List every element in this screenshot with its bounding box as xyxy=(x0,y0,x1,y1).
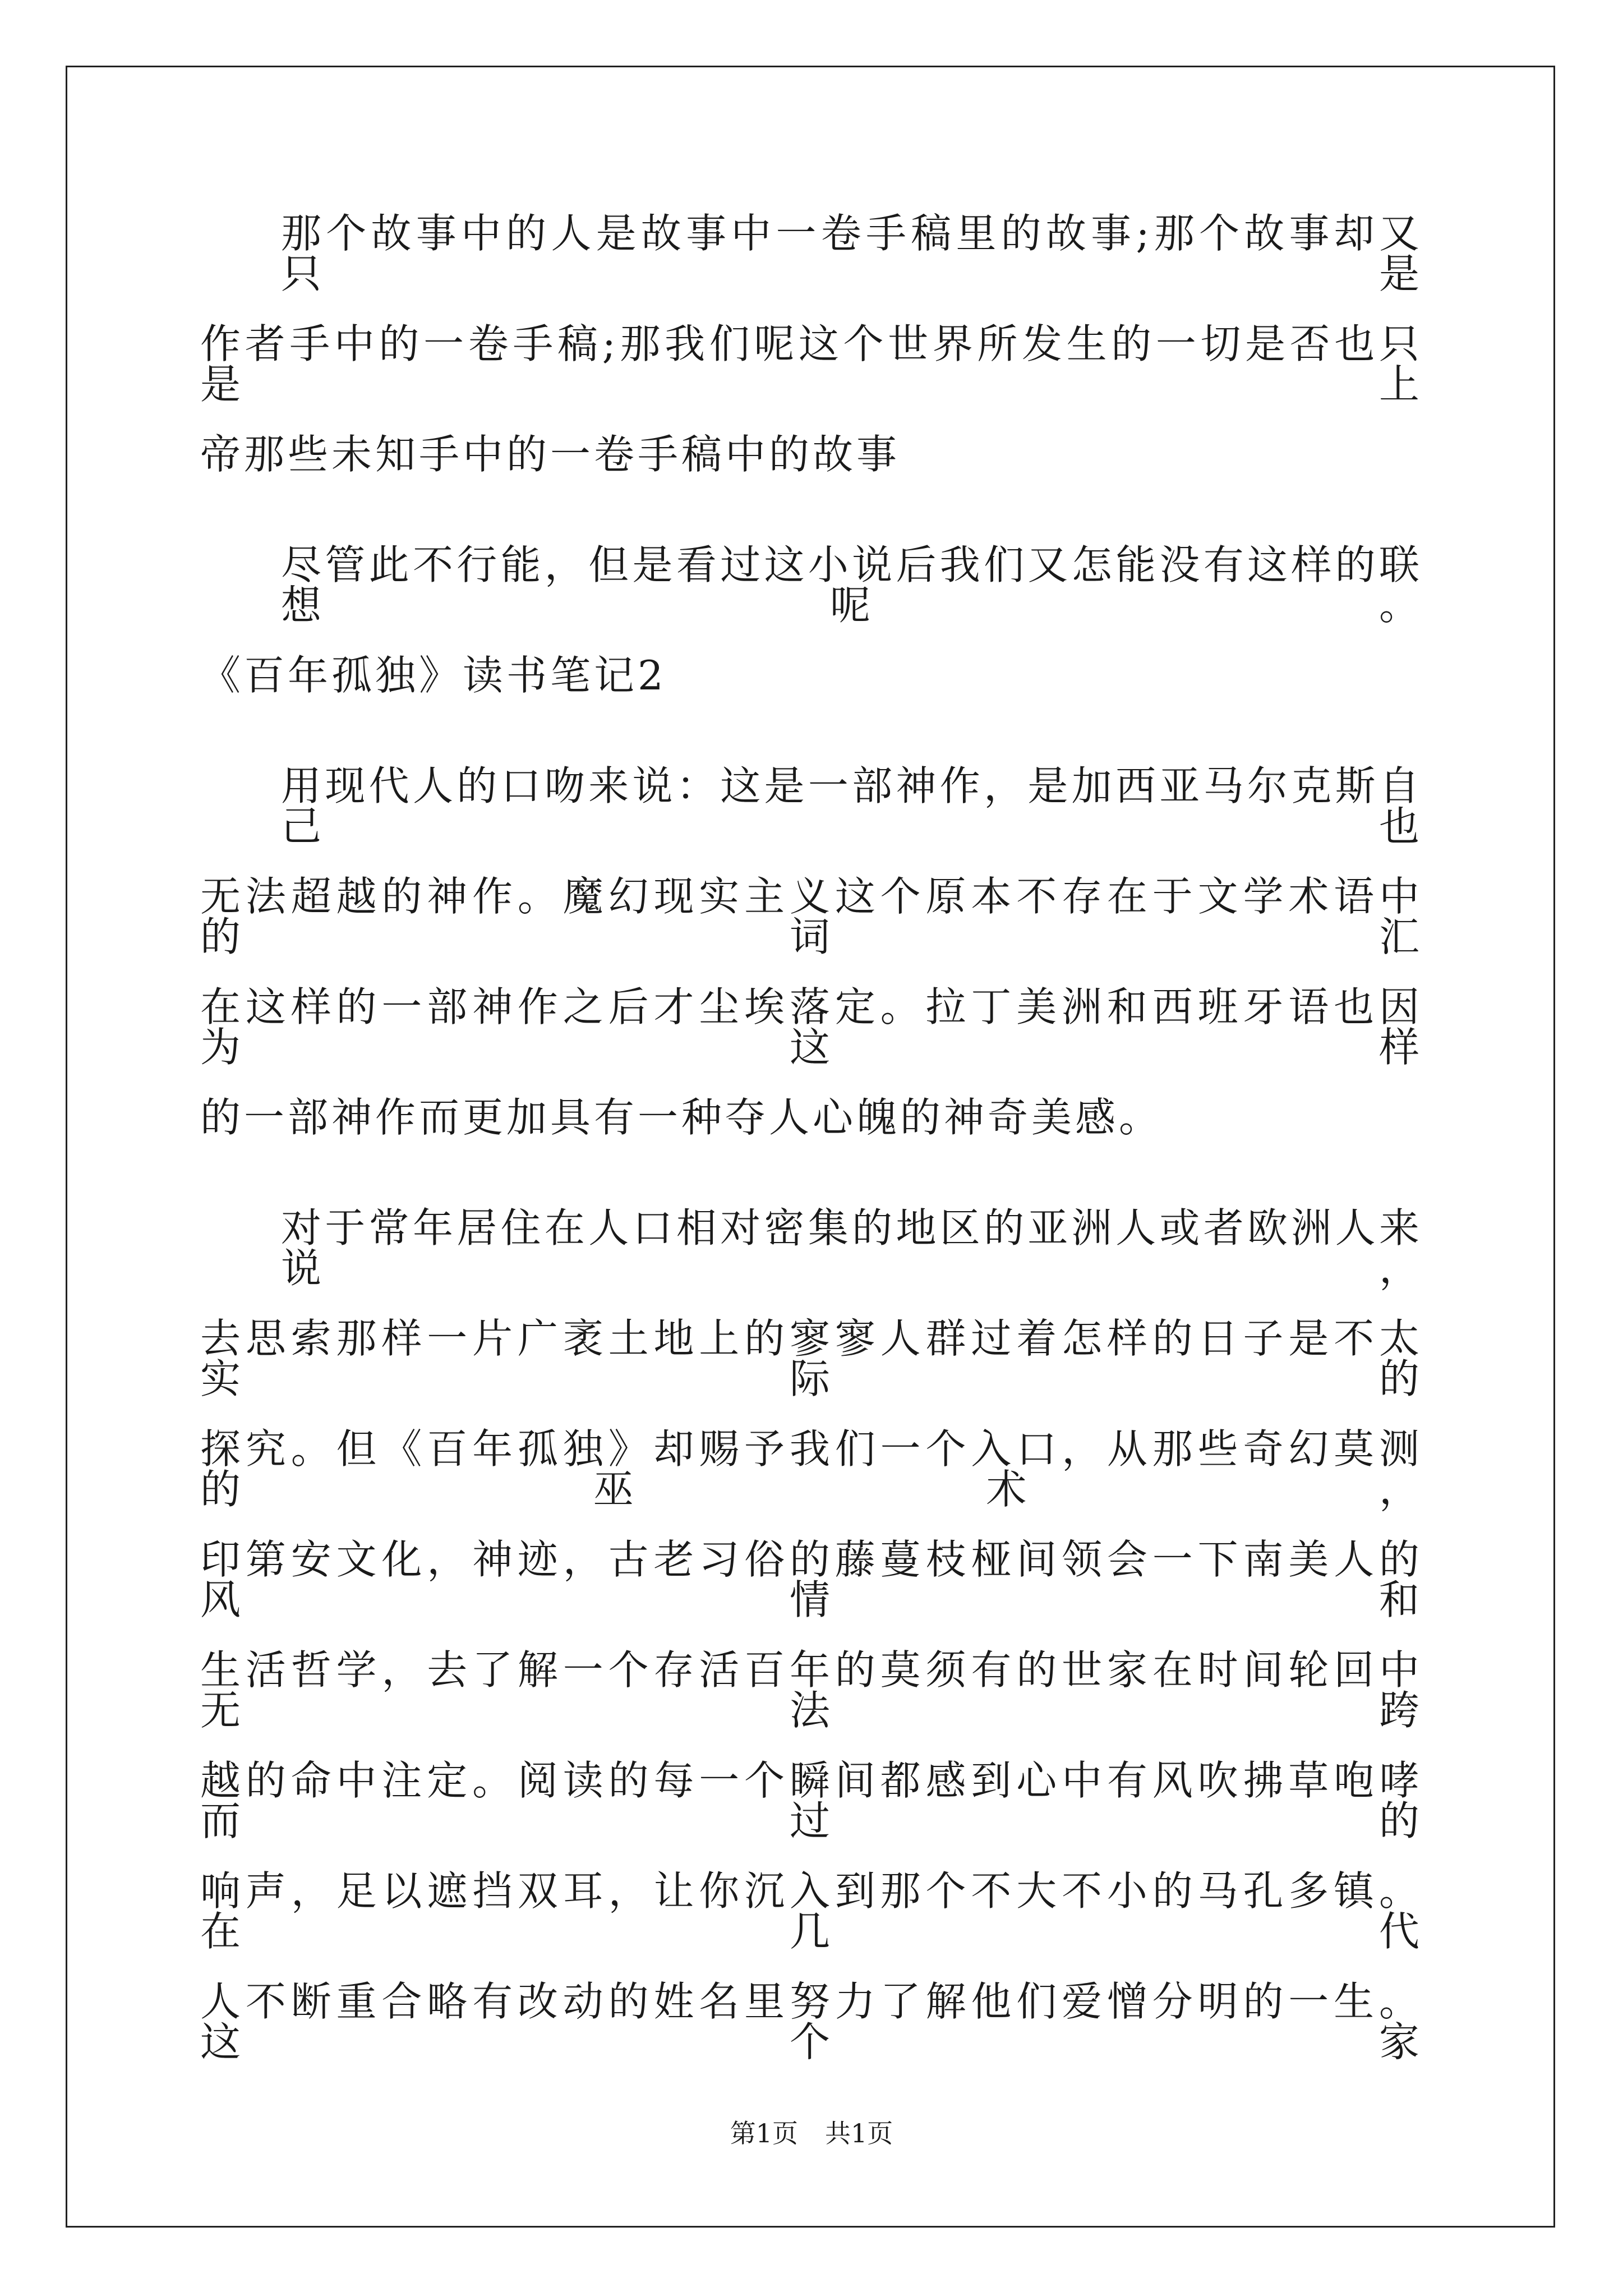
text-line: 的一部神作而更加具有一种夺人心魄的神奇美感。 xyxy=(200,1094,1163,1141)
text-line: 作者手中的一卷手稿;那我们呢这个世界所发生的一切是否也只是上 xyxy=(200,320,1423,408)
text-line: 帝那些未知手中的一卷手稿中的故事 xyxy=(200,431,901,478)
text-line: 无法超越的神作。魔幻现实主义这个原本不存在于文学术语中的词汇 xyxy=(200,873,1423,960)
text-line: 人不断重合略有改动的姓名里努力了解他们爱憎分明的一生。这个家 xyxy=(200,1978,1423,2065)
text-line: 响声，足以遮挡双耳，让你沉入到那个不大不小的马孔多镇。在几代 xyxy=(200,1867,1423,1955)
text-line: 尽管此不行能，但是看过这小说后我们又怎能没有这样的联想呢。 xyxy=(281,541,1423,629)
page-footer xyxy=(0,2120,1623,2146)
text-line: 用现代人的口吻来说：这是一部神作，是加西亚马尔克斯自己也 xyxy=(281,762,1423,850)
document-body xyxy=(200,210,1423,2092)
text-line: 印第安文化，神迹，古老习俗的藤蔓枝桠间领会一下南美人的风情和 xyxy=(200,1536,1423,1623)
text-line: 那个故事中的人是故事中一卷手稿里的故事;那个故事却又只是 xyxy=(281,210,1423,297)
page-number-current: 第1页 xyxy=(730,2118,798,2148)
text-line: 生活哲学，去了解一个存活百年的莫须有的世家在时间轮回中无法跨 xyxy=(200,1646,1423,1734)
text-line: 对于常年居住在人口相对密集的地区的亚洲人或者欧洲人来说， xyxy=(281,1204,1423,1292)
text-line: 越的命中注定。阅读的每一个瞬间都感到心中有风吹拂草咆哮而过的 xyxy=(200,1757,1423,1844)
page-number-total: 共1页 xyxy=(825,2118,893,2148)
text-line: 去思索那样一片广袤土地上的寥寥人群过着怎样的日子是不太实际的 xyxy=(200,1315,1423,1402)
text-line: 《百年孤独》读书笔记2 xyxy=(200,652,667,699)
text-line: 探究。但《百年孤独》却赐予我们一个入口，从那些奇幻莫测的巫术， xyxy=(200,1425,1423,1513)
text-line: 在这样的一部神作之后才尘埃落定。拉丁美洲和西班牙语也因为这样 xyxy=(200,983,1423,1071)
